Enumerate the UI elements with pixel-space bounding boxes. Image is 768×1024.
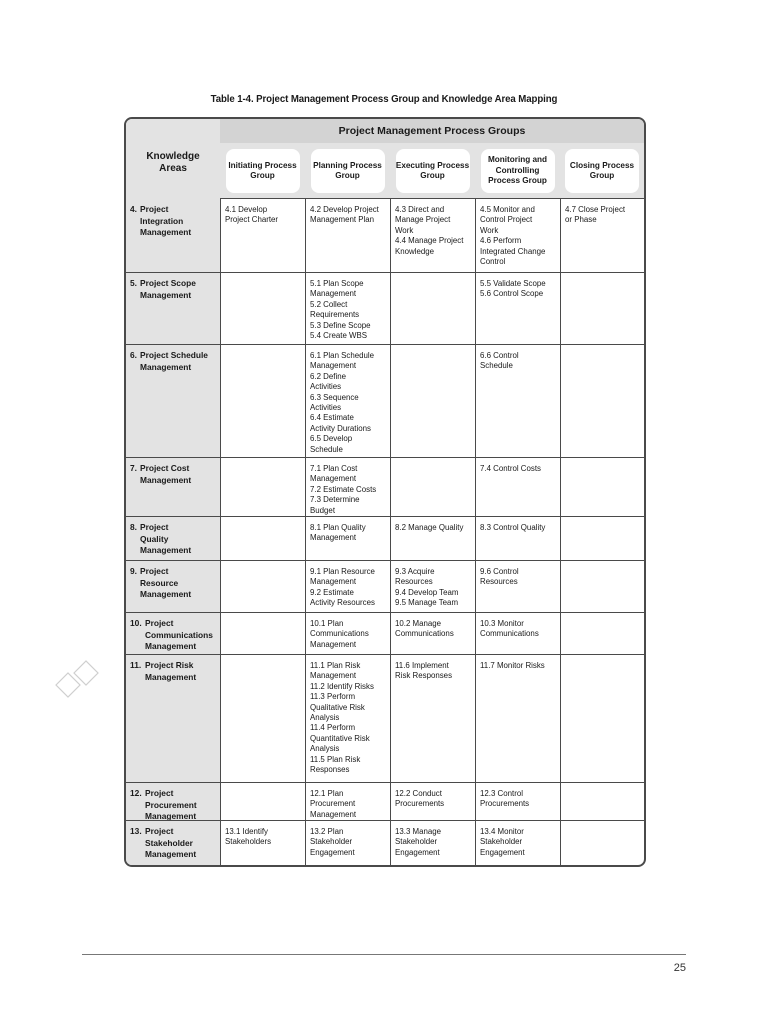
process-cell: 10.2 Manage Communications — [395, 619, 454, 639]
process-cell: 8.3 Control Quality — [480, 523, 546, 532]
process-cell: 8.2 Manage Quality — [395, 523, 464, 532]
process-cell: 8.1 Plan Quality Management — [310, 523, 366, 543]
knowledge-area-name: Project Cost Management — [140, 463, 192, 485]
knowledge-area-number: 5. — [130, 278, 137, 288]
process-cell: 9.6 Control Resources — [480, 567, 519, 587]
process-cell: 13.3 Manage Stakeholder Engagement — [395, 827, 442, 857]
column-header-3: Executing Process Group — [396, 149, 470, 193]
page-number: 25 — [673, 962, 686, 974]
row-divider — [126, 820, 644, 821]
row-divider — [126, 654, 644, 655]
process-cell: 6.6 Control Schedule — [480, 351, 519, 371]
process-cell: 11.1 Plan Risk Management 11.2 Identify Risks 11.3 Perform Qualitative Risk Analysis 11.4 Perform Quantitative Risk Analysis 11.5 Plan Risk Responses — [310, 661, 374, 775]
knowledge-area-name: Project Scope Management — [140, 278, 196, 300]
process-cell: 12.2 Conduct Procurements — [395, 789, 445, 809]
knowledge-area-number: 10. — [130, 618, 142, 628]
row-divider — [126, 782, 644, 783]
mapping-table — [124, 117, 646, 867]
process-cell: 5.5 Validate Scope 5.6 Control Scope — [480, 279, 546, 299]
process-cell: 12.1 Plan Procurement Management — [310, 789, 357, 819]
knowledge-area-name: Project Communications Management — [145, 618, 213, 651]
knowledge-area-number: 8. — [130, 522, 137, 532]
knowledge-area-name: Project Risk Management — [145, 660, 197, 682]
process-cell: 5.1 Plan Scope Management 5.2 Collect Requirements 5.3 Define Scope 5.4 Create WBS — [310, 279, 371, 341]
process-cell: 9.3 Acquire Resources 9.4 Develop Team 9.5 Manage Team — [395, 567, 459, 608]
process-cell: 10.3 Monitor Communications — [480, 619, 539, 639]
knowledge-area-number: 13. — [130, 826, 142, 836]
process-groups-header: Project Management Process Groups — [220, 119, 644, 144]
row-divider — [126, 344, 644, 345]
column-divider — [305, 198, 306, 865]
column-divider — [560, 198, 561, 865]
process-cell: 13.1 Identify Stakeholders — [225, 827, 272, 847]
knowledge-areas-header: Knowledge Areas — [146, 151, 200, 174]
process-cell: 12.3 Control Procurements — [480, 789, 530, 809]
process-cell: 4.5 Monitor and Control Project Work 4.6 Perform Integrated Change Control — [480, 205, 546, 267]
knowledge-area-number: 12. — [130, 788, 142, 798]
row-divider — [126, 516, 644, 517]
knowledge-area-name: Project Stakeholder Management — [145, 826, 197, 859]
process-cell: 4.3 Direct and Manage Project Work 4.4 Manage Project Knowledge — [395, 205, 464, 256]
process-cell: 4.1 Develop Project Charter — [225, 205, 279, 225]
column-divider — [390, 198, 391, 865]
knowledge-area-number: 7. — [130, 463, 137, 473]
column-header-2: Planning Process Group — [311, 149, 385, 193]
footer-rule — [82, 954, 686, 955]
column-header-1: Initiating Process Group — [226, 149, 300, 193]
row-divider — [126, 457, 644, 458]
process-cell: 11.6 Implement Risk Responses — [395, 661, 453, 681]
knowledge-area-name: Project Procurement Management — [145, 788, 197, 821]
process-cell: 13.2 Plan Stakeholder Engagement — [310, 827, 355, 857]
knowledge-area-name: Project Resource Management — [140, 566, 192, 599]
process-cell: 7.1 Plan Cost Management 7.2 Estimate Costs 7.3 Determine Budget — [310, 464, 377, 515]
knowledge-area-number: 11. — [130, 660, 142, 670]
process-cell: 6.1 Plan Schedule Management 6.2 Define Activities 6.3 Sequence Activities 6.4 Estimate Activity Durations 6.5 Develop Schedule — [310, 351, 375, 454]
knowledge-area-number: 4. — [130, 204, 137, 214]
row-divider — [126, 272, 644, 273]
column-header-4: Monitoring and Controlling Process Group — [481, 149, 555, 193]
table-title: Table 1-4. Project Management Process Group and Knowledge Area Mapping — [210, 93, 558, 105]
process-cell: 11.7 Monitor Risks — [480, 661, 545, 670]
process-cell: 9.1 Plan Resource Management 9.2 Estimate Activity Resources — [310, 567, 375, 608]
knowledge-area-number: 9. — [130, 566, 137, 576]
process-cell: 7.4 Control Costs — [480, 464, 541, 473]
process-cell: 10.1 Plan Communications Management — [310, 619, 369, 649]
row-divider — [126, 612, 644, 613]
knowledge-area-number: 6. — [130, 350, 137, 360]
knowledge-area-name: Project Quality Management — [140, 522, 192, 555]
process-cell: 4.7 Close Project or Phase — [565, 205, 626, 225]
knowledge-area-name: Project Integration Management — [140, 204, 192, 237]
row-divider — [126, 560, 644, 561]
knowledge-area-name: Project Schedule Management — [140, 350, 208, 372]
column-divider — [475, 198, 476, 865]
process-cell: 13.4 Monitor Stakeholder Engagement — [480, 827, 525, 857]
column-header-5: Closing Process Group — [565, 149, 639, 193]
diamond-watermark-icon — [44, 650, 114, 720]
process-cell: 4.2 Develop Project Management Plan — [310, 205, 379, 225]
